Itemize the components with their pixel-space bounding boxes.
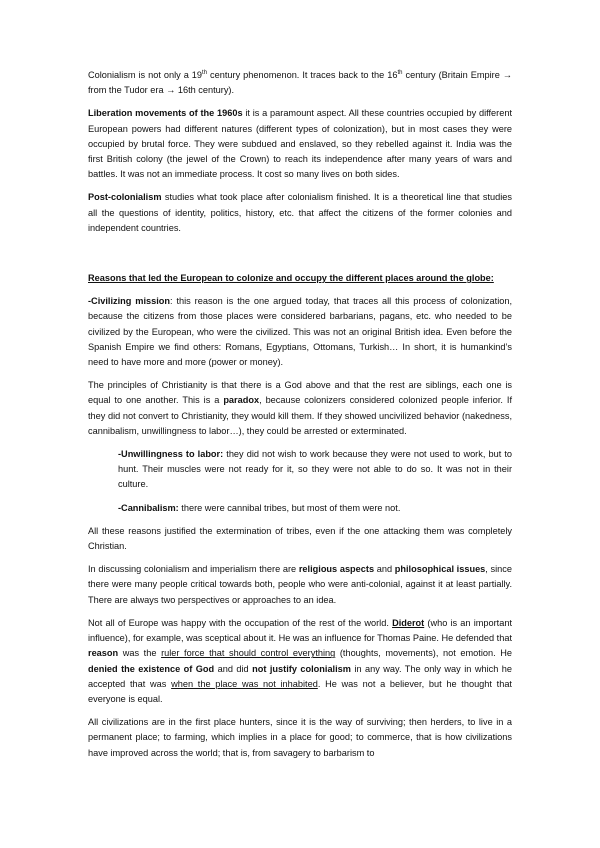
paragraph-religious-philosophical: In discussing colonialism and imperialism there are religious aspects and philosophical issues, since there were many people critical towards both, people who were anti-colonial, against it at least partially. There are always two perspectives or approaches to an idea. — [88, 564, 512, 605]
section-heading: Reasons that led the European to colonize and occupy the different places around the globe: — [88, 273, 494, 284]
section-spacer — [88, 244, 512, 271]
paragraph-civilizations: All civilizations are in the first place hunters, since it is the way of surviving; then herders, to live in a permanent place; to farming, which implies in a place for good; to commerce, that is how civilizations have improved across the world; that is, from savagery to barbarism to — [88, 717, 512, 758]
paragraph-civilizing-mission: -Civilizing mission: this reason is the one argued today, that traces all this process of colonization, because the citizens from those places were considered barbarians, pagans, etc. who needed to be civilized by the European, who were the civilized. This was not an original British idea. Even before the Spanish Empire we find others: Romans, Egyptians, Ottomans, Turkish… In short, it is humankind’s need to have more and more (power or money). — [88, 296, 513, 368]
paragraph-colonialism: Colonialism is not only a 19th century phenomenon. It traces back to the 16th century (Britain Empire → from the Tudor era → 16th century). — [88, 69, 512, 96]
paragraph-reasons-justified: All these reasons justified the extermination of tribes, even if the one attacking them was completely Christian. — [88, 525, 512, 552]
paragraph-unwillingness-to-labor: -Unwillingness to labor: they did not wish to work because they were not used to work, but to hunt. Their muscles were not ready for it, so they were not able to do so. It was not in their culture. — [118, 449, 512, 490]
paragraph-post-colonialism: Post-colonialism studies what took place after colonialism finished. It is a theoretical line that studies all the questions of identity, politics, history, etc. that affect the citizens of the former colonies and independent countries. — [88, 192, 512, 233]
paragraph-liberation-movements: Liberation movements of the 1960s it is a paramount aspect. All these countries occupied by different European powers had different natures (different types of colonization), but in most cases they were occupied by brutal force. They were subdued and enslaved, so they rebelled against it. India was the first British colony (the jewel of the Crown) to reach its independence after many years of wars and battles. It was not an immediate process. It cost so many lives on both sides. — [88, 108, 512, 180]
paragraph-cannibalism: -Cannibalism: there were cannibal tribes, but most of them were not. — [118, 502, 401, 513]
paragraph-diderot: Not all of Europe was happy with the occupation of the rest of the world. Diderot (who is an important influence), for example, was sceptical about it. He was an influence for Thomas Paine. He defended that reason was the ruler force that should control everything (thoughts, movements), not emotion. He denied the existence of God and did not justify colonialism in any way. The only way in which he accepted that was when the place was not inhabited. He was not a believer, but he thought that everyone is equal. — [88, 617, 512, 704]
paragraph-christianity: The principles of Christianity is that there is a God above and that the rest are siblings, each one is equal to one another. This is a paradox, because colonizers considered colonized people inferior. If they did not convert to Christianity, they would kill them. If they showed uncivilized behavior (nakedness, cannibalism, unwillingness to labor…), they could be arrested or exterminated. — [88, 380, 512, 436]
